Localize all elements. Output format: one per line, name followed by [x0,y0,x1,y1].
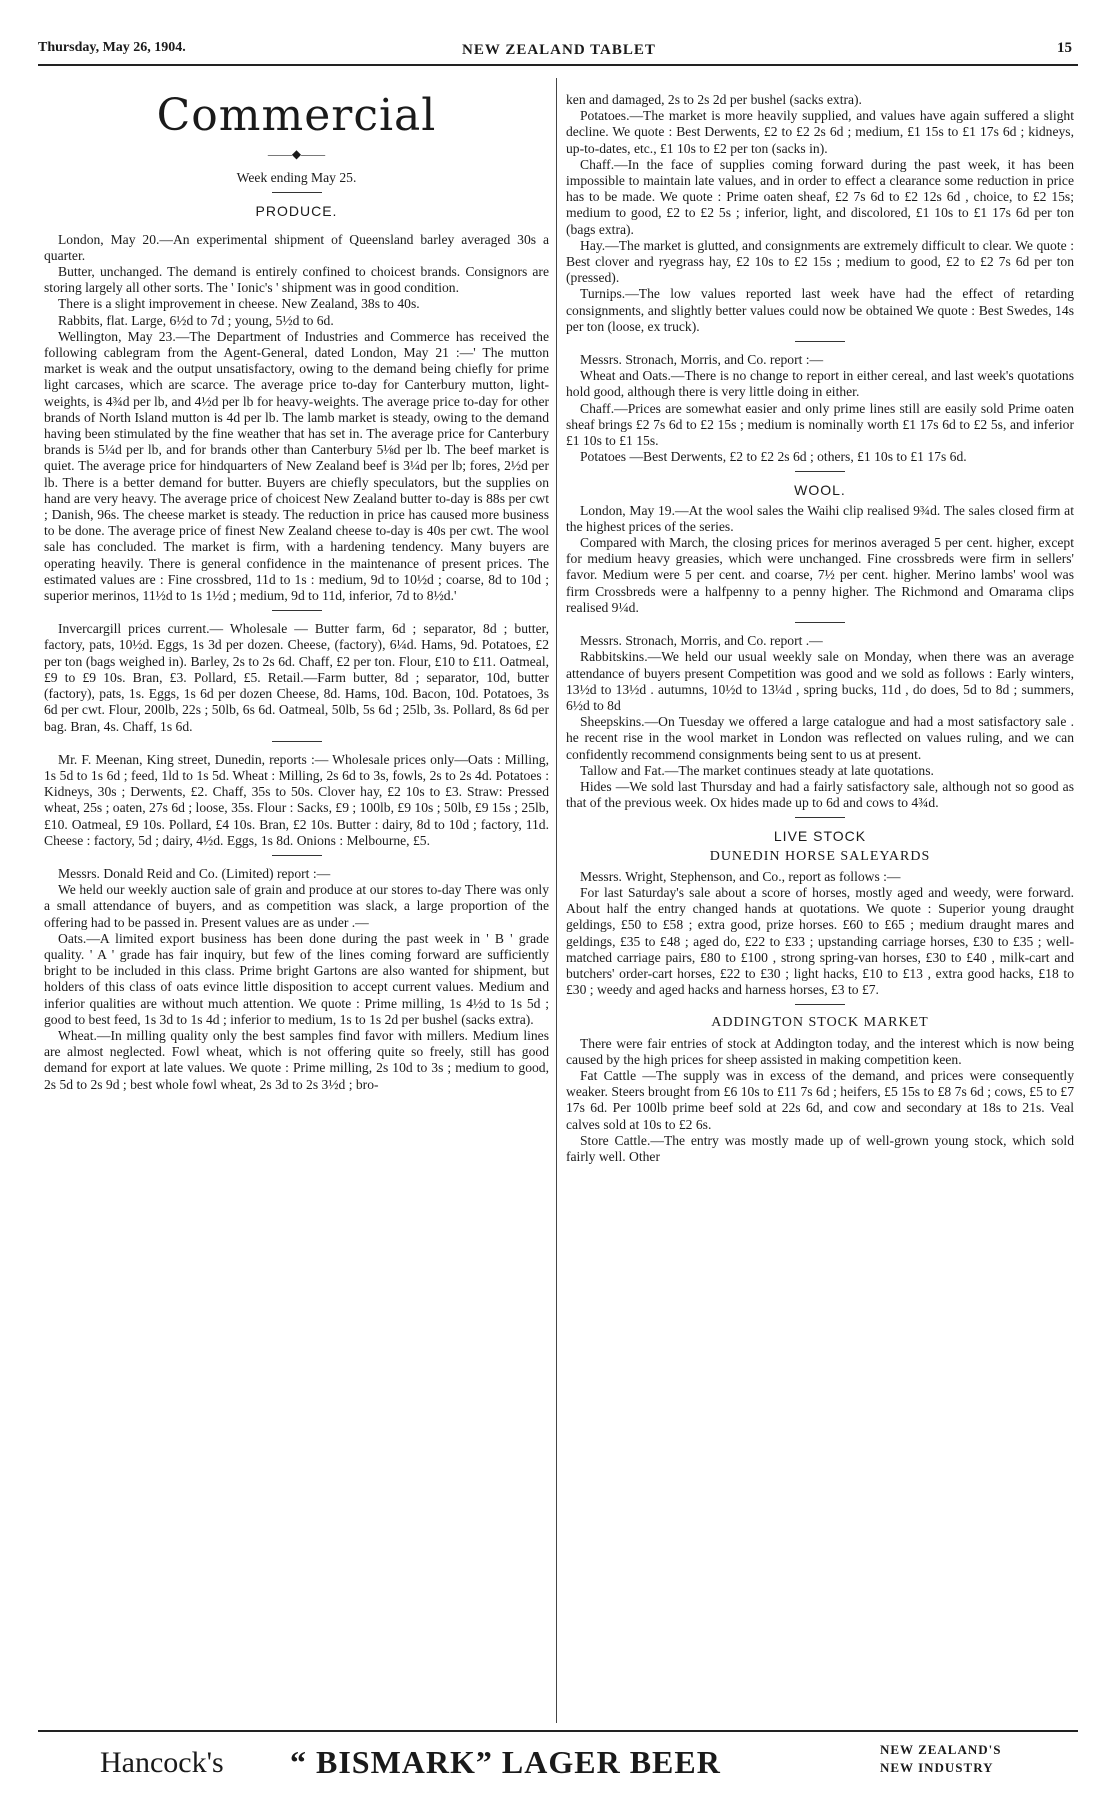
issue-date: Thursday, May 26, 1904. [38,40,186,55]
short-rule [795,622,845,623]
paragraph: Messrs. Wright, Stephenson, and Co., report as follows :— [580,868,901,884]
wool-heading: WOOL. [794,482,846,499]
short-rule [272,855,322,856]
paragraph: Sheepskins.—On Tuesday we offered a large catalogue and had a most satisfactory sale . he recent rise in the wool market in London was reflected on values ruling, and we can confidently recommend consignments being sent to us at present. [566,714,1074,762]
short-rule [795,341,845,342]
short-rule [795,817,845,818]
paragraph: Turnips.—The low values reported last week have had the effect of retarding consignments, and slightly better values could now be obtained We quote : Best Swedes, 14s per ton (loose, ex truck). [566,286,1074,334]
ad-brand: Hancock's [100,1746,224,1779]
paragraph: Compared with March, the closing prices for merinos averaged 5 per cent. higher, except for medium heavy greasies, which were unchanged. Fine crossbreds were firm in sellers' favor. Medium were 5 per cent. and coarse, 7½ per cent. higher. Merino lambs' wool was firm Crossbreds were a halfpenny to a penny higher. The Richmond and Omarama clips realised 9¼d. [566,535,1074,615]
section-title: Commercial [156,90,437,141]
paragraph: Rabbits, flat. Large, 6½d to 7d ; young, 5½d to 6d. [58,312,334,328]
paragraph: ken and damaged, 2s to 2s 2d per bushel (sacks extra). [566,92,862,107]
paragraph: Hides —We sold last Thursday and had a fairly satisfactory sale, although not so good as that of the previous week. Ox hides made up to 6d and cows to 4¾d. [566,778,1074,811]
paragraph: London, May 20.—An experimental shipment of Queensland barley averaged 30s a quarter. [44,231,549,263]
paragraph: There were fair entries of stock at Addington today, and the interest which is now being caused by the high prices for sheep assisted in making competition keen. [566,1035,1074,1067]
paragraph: Invercargill prices current.— Wholesale — Butter farm, 6d ; separator, 8d ; butter, factory, pats, 10½d. Eggs, 1s 3d per dozen. Cheese, (factory), 6¼d. Hams, 9d. Potatoes, £2 per ton (bags weighed in). Barley, 2s to 2s 6d. Chaff, £2 per ton. Flour, £10 to £11. Oatmeal, £9 to £9 10s. Bran, £3. Pollard, £5. Retail.—Farm butter, 8d ; separator, 10d, butter (factory), pats, 1s. Eggs, 1s 6d per dozen Cheese, 8d. Hams, 10d. Bacon, 10d. Potatoes, 3s 6d per cwt. Flour, 200lb, 22s ; 50lb, 6s 6d. Oatmeal, 50lb, 5s 6d ; 25lb, 3s. Pollard, 8s 6d per bag. Bran, 4s. Chaff, 1s 6d. [44,621,549,734]
ad-tagline-1: NEW ZEALAND'S [880,1742,1002,1757]
produce-heading: PRODUCE. [255,203,338,220]
short-rule [272,610,322,611]
paragraph: Wellington, May 23.—The Department of Industries and Commerce has received the following cablegram from the Agent-General, dated London, May 21 :—' The mutton market is weak and the output unsatisfactory, owing to the demand being chiefly for prime light carcases, which are scarce. The average price to-day for Canterbury mutton, light-weights, is 4¾d per lb, and 4½d per lb for heavy-weights. The average price to-day for other brands of North Island mutton is 4d per lb. The lamb market is steady, owing to the demand having been stimulated by the fine weather that has set in. The average price for Canterbury brands is 5¼d per lb, and for brands other than Canterbury 5⅛d per lb. The beef market is quiet. The average price for hindquarters of New Zealand beef is 3¼d per lb; fores, 2½d per lb. There is a better demand for butter. Buyers are chiefly speculators, but the supplies on hand are very heavy. The average price of choicest New Zealand butter to-day is 88s per cwt ; Danish, 96s. The cheese market is steady. The reduction in price has caused more business to be done. The average price of finest New Zealand cheese to-day is 40s per cwt. The wool sale has concluded. The market is firm, with a hardening tendency. Many buyers are operating heavily. There is general confidence in the maintenance of present prices. The estimated values are : Fine crossbred, 11d to 1s : medium, 9d to 10½d ; coarse, 8d to 10d ; superior merinos, 11½d to 1s 1½d ; medium, 9d to 11d, inferior, 7d to 8½d.' [44,328,549,604]
short-rule [272,192,322,193]
paragraph: Butter, unchanged. The demand is entirely confined to choicest brands. Consignors are storing largely all other sorts. The ' Ionic's ' shipment was in good condition. [44,264,549,296]
paragraph: Messrs. Stronach, Morris, and Co. report .— [580,633,823,649]
advertisement-footer [100,1740,1060,1790]
horse-saleyards-heading: DUNEDIN HORSE SALEYARDS [709,848,931,864]
paragraph: Store Cattle.—The entry was mostly made up of well-grown young stock, which sold fairly well. Other [566,1132,1074,1164]
footer-rule [38,1730,1078,1732]
paragraph: We held our weekly auction sale of grain and produce at our stores to-day There was only a small attendance of buyers, and as competition was slack, a large proportion of the offering had to be passed in. Present values are as under .— [44,882,549,930]
paragraph: Fat Cattle —The supply was in excess of the demand, and prices were consequently weaker. Steers brought from £6 10s to £11 7s 6d ; heifers, £5 15s to £8 7s 6d ; cows, £5 to £7 17s 6d. Per 100lb prime beef sold at 22s 6d, and cow and secondary at 18s to 21s. Veal calves sold at 10s to £2 6s. [566,1067,1074,1132]
left-column [44,92,549,1093]
paragraph: Potatoes.—The market is more heavily supplied, and values have again suffered a slight decline. We quote : Best Derwents, £2 to £2 2s 6d ; medium, £1 15s to £1 17s 6d ; kidneys, up-to-dates, etc., £1 10s to £2 per ton (sacks in). [566,108,1074,156]
paragraph: Tallow and Fat.—The market continues steady at late quotations. [580,762,934,778]
paragraph: Oats.—A limited export business has been done during the past week in ' B ' grade quality. ' A ' grade has fair inquiry, but few of the lines coming forward are sufficiently bright to be included in this class. Prime bright Gartons are also wanted for shipment, but holders of this class of oats evince little disposition to accept current values. Medium and inferior qualities are without much attention. We quote : Prime milling, 1s 4½d to 1s 5d ; good to best feed, 1s 3d to 1s 4d ; inferior to medium, 1s to 1s 2d per bushel (sacks extra). [44,930,549,1027]
paragraph: Wheat.—In milling quality only the best samples find favor with millers. Medium lines are almost neglected. Fowl wheat, which is not offering quite so freely, still has good demand for export at late values. We quote : Prime milling, 2s 10d to 3s ; medium to good, 2s 5d to 2s 9d ; best whole fowl wheat, 2s 3d to 2s 3½d ; bro- [44,1027,549,1092]
paragraph: Rabbitskins.—We held our usual weekly sale on Monday, when there was an average attendance of buyers present Competition was good and we sold as follows : Early winters, 13½d to 13½d . autumns, 10½d to 13¼d , spring bucks, 11d , do does, 5d to 8d ; summers, 6½d to 8d [566,649,1074,713]
header-rule [38,64,1078,66]
paragraph: For last Saturday's sale about a score of horses, mostly aged and weedy, were forward. About half the entry changed hands at quotations. We quote : Superior young draught geldings, £50 to £58 ; extra good, prize horses. £60 to £65 ; medium draught mares and geldings, £35 to £48 ; aged do, £22 to £33 ; upstanding carriage horses, £30 to £35 ; well-matched carriage pairs, £80 to £100 , strong spring-van horses, £30 to £40 , milk-cart and butchers' order-cart horses, £22 to £30 ; light hacks, £10 to £13 , extra good hacks, £18 to £30 ; weedy and aged hacks and harness horses, £3 to £7. [566,884,1074,998]
newspaper-masthead: NEW ZEALAND TABLET [462,42,656,58]
paragraph: Mr. F. Meenan, King street, Dunedin, reports :— Wholesale prices only—Oats : Milling, 1s 5d to 1s 6d ; feed, 1ld to 1s 5d. Wheat : Milling, 2s 6d to 3s, fowls, 2s to 2s 4d. Potatoes : Kidneys, 30s ; Derwents, £2. Chaff, 35s to 50s. Clover hay, £2 10s to £3. Straw: Pressed wheat, 25s ; oaten, 27s 6d ; loose, 35s. Flour : Sacks, £9 ; 100lb, £9 10s ; 50lb, £9 15s ; 25lb, £10. Oatmeal, £9 10s. Pollard, £4 10s. Bran, £2 10s. Butter : dairy, 8d to 10d ; factory, 11d. Cheese : factory, 5d ; dairy, 4½d. Eggs, 1s 8d. Onions : Melbourne, £5. [44,751,549,848]
short-rule [272,741,322,742]
paragraph: Potatoes —Best Derwents, £2 to £2 2s 6d ; others, £1 10s to £1 17s 6d. [580,449,967,465]
page-number: 15 [1057,40,1072,56]
ad-product: “ BISMARK” LAGER BEER [290,1744,721,1780]
right-column [566,92,1074,1165]
paragraph: There is a slight improvement in cheese. New Zealand, 38s to 40s. [58,296,420,312]
paragraph: Messrs. Stronach, Morris, and Co. report :— [580,352,824,368]
addington-heading: ADDINGTON STOCK MARKET [711,1015,929,1031]
paragraph: Wheat and Oats.—There is no change to report in either cereal, and last week's quotations hold good, although there is very little doing in either. [566,368,1074,400]
short-rule [795,1004,845,1005]
column-divider [556,78,557,1723]
paragraph: Hay.—The market is glutted, and consignments are extremely difficult to clear. We quote : Best clover and ryegrass hay, £2 10s to £2 15s ; medium to good, £2 to £2 7s 6d per ton (pressed). [566,237,1074,286]
paragraph: Chaff.—Prices are somewhat easier and only prime lines still are easily sold Prime oaten sheaf brings £2 7s 6d to £2 15s ; medium is nominally worth £1 17s 6d to £2 5s, and inferior £1 10s to £1 15s. [566,400,1074,449]
ornament-divider: ——◆—— [267,147,326,161]
paragraph: Messrs. Donald Reid and Co. (Limited) report :— [58,865,331,881]
live-stock-heading: LIVE STOCK [773,828,867,845]
paragraph: London, May 19.—At the wool sales the Waihi clip realised 9¾d. The sales closed firm at the highest prices of the series. [566,502,1074,534]
paragraph: Chaff.—In the face of supplies coming forward during the past week, it has been impossible to maintain late values, and in order to effect a clearance some reduction in price has to be made. We quote : Prime oaten sheaf, £2 7s 6d to £2 12s 6d , choice, to £2 15s; medium to good, £2 to £2 5s ; inferior, light, and discolored, £1 10s to £1 17s 6d per ton (bags extra). [566,156,1074,237]
week-ending: Week ending May 25. [236,170,357,186]
ad-tagline-2: NEW INDUSTRY [880,1760,994,1775]
short-rule [795,471,845,472]
